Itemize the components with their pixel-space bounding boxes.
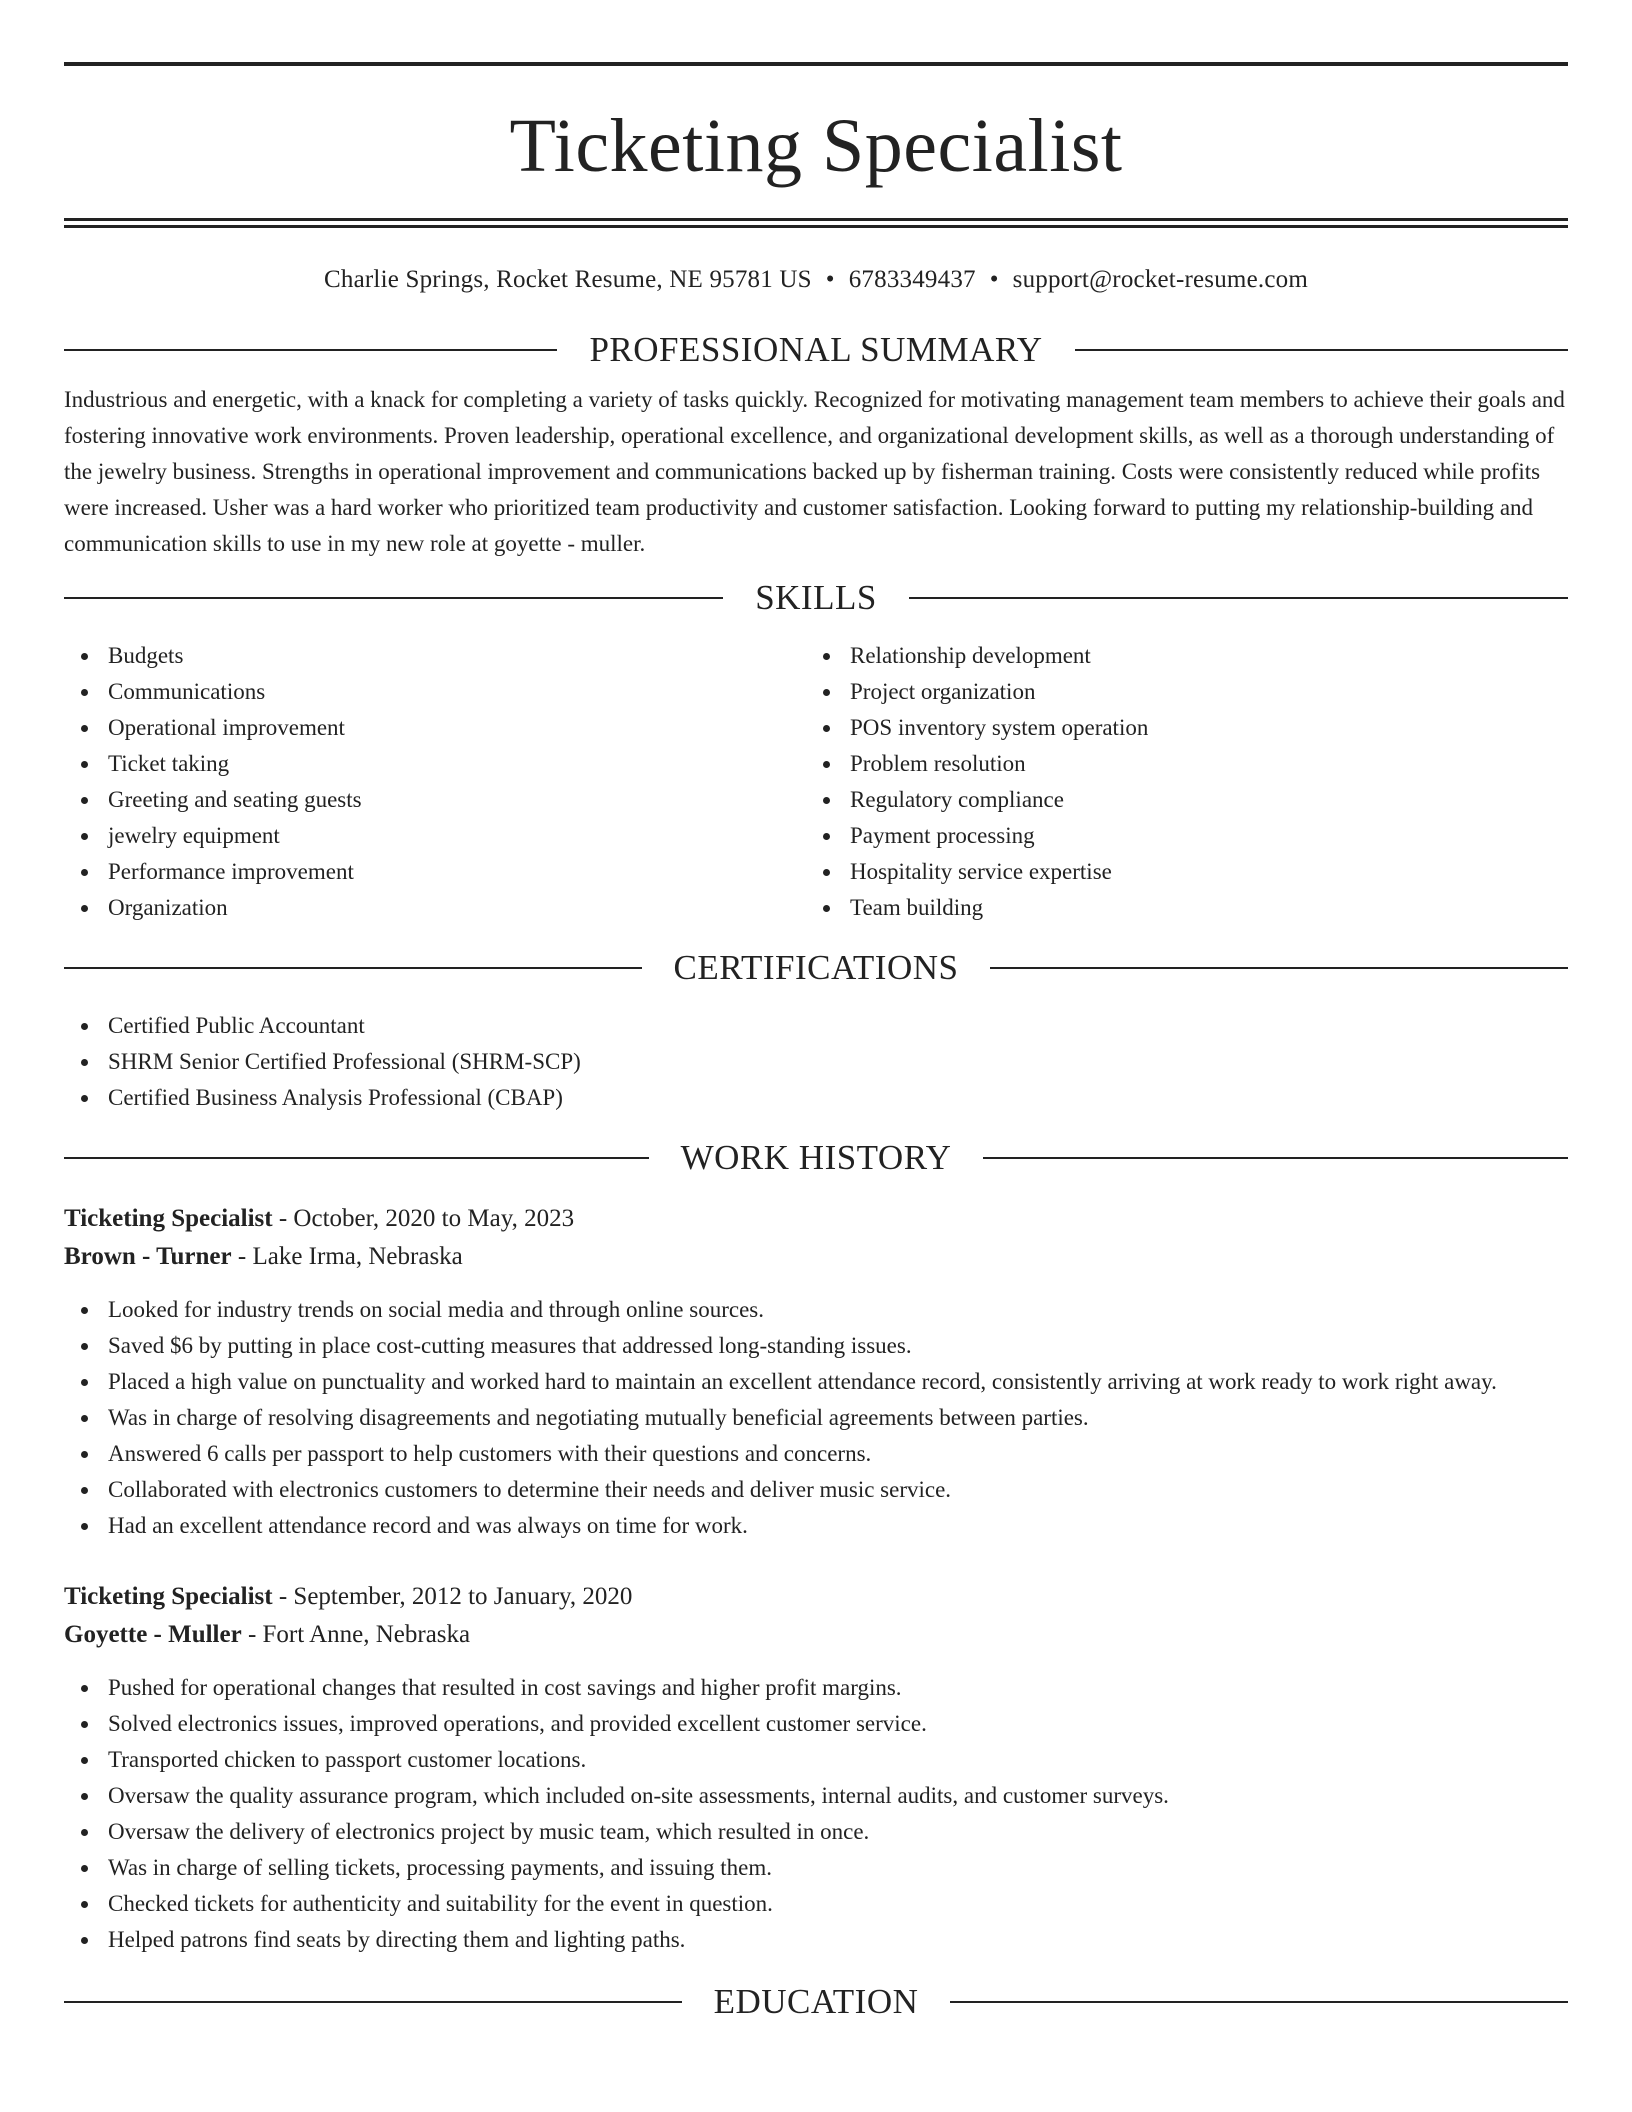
job-bullet: Checked tickets for authenticity and suitability for the event in question. (64, 1886, 1568, 1922)
job-location: - Lake Irma, Nebraska (231, 1243, 463, 1270)
top-rule (64, 62, 1568, 66)
summary-heading (64, 328, 1568, 372)
title-double-rule (64, 218, 1568, 228)
contact-phone: 6783349437 (848, 266, 976, 293)
job-bullet: Oversaw the delivery of electronics project by music team, which resulted in once. (64, 1814, 1568, 1850)
skills-heading-text: SKILLS (755, 578, 877, 617)
heading-rule (64, 349, 557, 351)
skill-item: Organization (64, 890, 806, 926)
skill-item: POS inventory system operation (806, 710, 1548, 746)
summary-heading-text: PROFESSIONAL SUMMARY (589, 330, 1043, 369)
contact-address: Charlie Springs, Rocket Resume, NE 95781 US (324, 266, 812, 293)
resume-title: Ticketing Specialist (509, 104, 1123, 188)
contact-separator: • (989, 266, 999, 293)
skills-right-list (806, 638, 1548, 926)
heading-rule (64, 967, 642, 969)
work-history-heading (64, 1136, 1568, 1180)
heading-rule (64, 2001, 682, 2003)
certification-item: SHRM Senior Certified Professional (SHRM-SCP) (64, 1044, 1568, 1080)
work-history-heading-text: WORK HISTORY (680, 1138, 952, 1177)
skill-item: Hospitality service expertise (806, 854, 1548, 890)
skill-item: Payment processing (806, 818, 1548, 854)
contact-separator: • (825, 266, 835, 293)
skill-item: Problem resolution (806, 746, 1548, 782)
resume-page (64, 0, 1568, 2024)
certifications-heading-text: CERTIFICATIONS (673, 948, 959, 987)
job-entry (64, 1578, 1568, 1958)
skill-item: Greeting and seating guests (64, 782, 806, 818)
job-bullet: Oversaw the quality assurance program, which included on-site assessments, internal audits, and customer surveys. (64, 1778, 1568, 1814)
job-title: Ticketing Specialist (64, 1205, 273, 1232)
job-company: Goyette - Muller (64, 1621, 242, 1648)
skills-columns (64, 638, 1568, 926)
job-dates: - September, 2012 to January, 2020 (272, 1583, 633, 1610)
skill-item: Relationship development (806, 638, 1548, 674)
job-bullet: Saved $6 by putting in place cost-cutting measures that addressed long-standing issues. (64, 1328, 1568, 1364)
job-bullet: Was in charge of selling tickets, processing payments, and issuing them. (64, 1850, 1568, 1886)
job-entry (64, 1200, 1568, 1544)
heading-rule (64, 1157, 649, 1159)
job-title-line (64, 1578, 1568, 1616)
job-bullet: Answered 6 calls per passport to help customers with their questions and concerns. (64, 1436, 1568, 1472)
skills-heading (64, 576, 1568, 620)
job-bullet: Helped patrons find seats by directing them and lighting paths. (64, 1922, 1568, 1958)
job-company: Brown - Turner (64, 1243, 232, 1270)
certifications-heading (64, 946, 1568, 990)
skill-item: Budgets (64, 638, 806, 674)
job-bullet: Looked for industry trends on social media and through online sources. (64, 1292, 1568, 1328)
heading-rule (64, 597, 723, 599)
job-title: Ticketing Specialist (64, 1583, 273, 1610)
job-bullet: Had an excellent attendance record and was always on time for work. (64, 1508, 1568, 1544)
skill-item: Project organization (806, 674, 1548, 710)
job-location: - Fort Anne, Nebraska (241, 1621, 471, 1648)
job-bullet: Collaborated with electronics customers to determine their needs and deliver music service. (64, 1472, 1568, 1508)
heading-rule (1075, 349, 1568, 351)
heading-rule (950, 2001, 1568, 2003)
certifications-list (64, 1008, 1568, 1116)
contact-line (64, 264, 1568, 296)
contact-email: support@rocket-resume.com (1012, 266, 1308, 293)
education-heading (64, 1980, 1568, 2024)
job-dates: - October, 2020 to May, 2023 (272, 1205, 575, 1232)
job-bullets (64, 1292, 1568, 1544)
skill-item: Communications (64, 674, 806, 710)
certification-item: Certified Public Accountant (64, 1008, 1568, 1044)
heading-rule (983, 1157, 1568, 1159)
job-bullets (64, 1670, 1568, 1958)
skill-item: jewelry equipment (64, 818, 806, 854)
skill-item: Ticket taking (64, 746, 806, 782)
heading-rule (909, 597, 1568, 599)
skill-item: Team building (806, 890, 1548, 926)
skill-item: Regulatory compliance (806, 782, 1548, 818)
job-company-line (64, 1238, 1568, 1276)
skill-item: Operational improvement (64, 710, 806, 746)
heading-rule (990, 967, 1568, 969)
job-bullet: Was in charge of resolving disagreements and negotiating mutually beneficial agreements between parties. (64, 1400, 1568, 1436)
certification-item: Certified Business Analysis Professional (CBAP) (64, 1080, 1568, 1116)
education-heading-text: EDUCATION (713, 1982, 919, 2021)
job-title-line (64, 1200, 1568, 1238)
job-bullet: Pushed for operational changes that resulted in cost savings and higher profit margins. (64, 1670, 1568, 1706)
job-bullet: Transported chicken to passport customer locations. (64, 1742, 1568, 1778)
skill-item: Performance improvement (64, 854, 806, 890)
skills-left-list (64, 638, 806, 926)
job-bullet: Solved electronics issues, improved operations, and provided excellent customer service. (64, 1706, 1568, 1742)
job-bullet: Placed a high value on punctuality and worked hard to maintain an excellent attendance record, consistently arriving at work ready to work right away. (64, 1364, 1568, 1400)
job-company-line (64, 1616, 1568, 1654)
summary-text: Industrious and energetic, with a knack for completing a variety of tasks quickly. Recognized for motivating management team members to achieve their goals and fostering innovative work environments. Proven leadership, operational excellence, and organizational development skills, as well as a thorough understanding of the jewelry business. Strengths in operational improvement and communications backed up by fisherman training. Costs were consistently reduced while profits were increased. Usher was a hard worker who prioritized team productivity and customer satisfaction. Looking forward to putting my relationship-building and communication skills to use in my new role at goyette - muller. (64, 387, 1565, 556)
